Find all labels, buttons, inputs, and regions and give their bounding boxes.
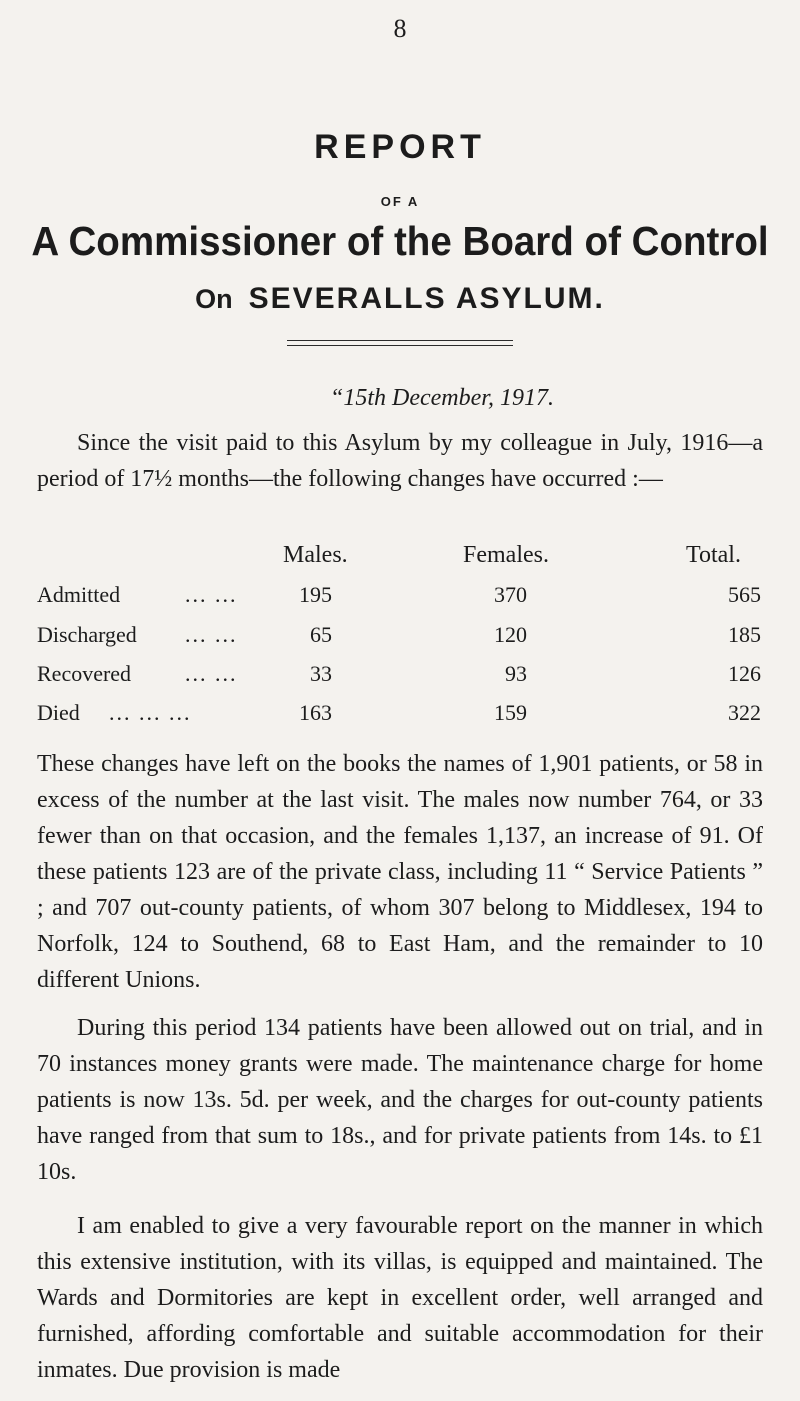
- table-row: [37, 582, 763, 618]
- col-header-males: Males.: [283, 542, 348, 568]
- males-value: 163: [299, 700, 332, 725]
- leader-dots: ... ...: [185, 582, 238, 607]
- total-value: 126: [728, 661, 761, 686]
- row-label: Admitted: [37, 582, 121, 607]
- females-value: 370: [494, 582, 527, 607]
- col-header-total: Total.: [686, 542, 741, 568]
- total-value: 322: [728, 700, 761, 725]
- body-paragraph: I am enabled to give a very favourable report on the manner in which this extensive institution, with its villas, is equipped and maintained. The Wards and Dormitories are kept in excellent order, well arranged and furnished, affording comfortable and suitable accommodation for their inmates. Due provision is made: [37, 1213, 763, 1383]
- leader-dots: ... ... ...: [109, 700, 192, 725]
- females-value: 159: [494, 700, 527, 725]
- asylum-name: SEVERALLS ASYLUM.: [248, 282, 605, 315]
- col-header-females: Females.: [463, 542, 549, 568]
- intro-paragraph: Since the visit paid to this Asylum by my colleague in July, 1916—a period of 17½ months—the following changes have occurred :—: [37, 430, 763, 492]
- males-value: 33: [310, 661, 332, 686]
- total-value: 185: [728, 622, 761, 647]
- males-value: 195: [299, 582, 332, 607]
- date-line: “15th December, 1917.: [330, 385, 554, 411]
- table-row: [37, 661, 763, 697]
- leader-dots: ... ...: [185, 622, 238, 647]
- document-title: A Commissioner of the Board of Control: [31, 218, 769, 264]
- females-value: 120: [494, 622, 527, 647]
- page-number: 8: [393, 14, 407, 43]
- divider-rule: [287, 340, 513, 341]
- leader-dots: ... ...: [185, 661, 238, 686]
- total-value: 565: [728, 582, 761, 607]
- divider-rule: [287, 345, 513, 346]
- table-row: [37, 622, 763, 658]
- row-label: Died: [37, 700, 80, 725]
- on-word: On: [195, 284, 233, 314]
- females-value: 93: [505, 661, 527, 686]
- row-label: Recovered: [37, 661, 132, 686]
- report-heading: REPORT: [314, 128, 486, 166]
- row-label: Discharged: [37, 622, 137, 647]
- males-value: 65: [310, 622, 332, 647]
- table-row: [37, 700, 763, 736]
- of-a-subheading: OF A: [380, 194, 420, 209]
- body-paragraph: During this period 134 patients have been allowed out on trial, and in 70 instances money grants were made. The maintenance charge for home patients is now 13s. 5d. per week, and the charges for out-county patients have ranged from that sum to 18s., and for private patients from 14s. to £1 10s.: [37, 1015, 763, 1185]
- subject-line: [0, 282, 800, 316]
- body-paragraph: These changes have left on the books the names of 1,901 patients, or 58 in excess of the number at the last visit. The males now number 764, or 33 fewer than on that occasion, and the females 1,137, an increase of 91. Of these patients 123 are of the private class, including 11 “ Service Patients ” ; and 707 out-county patients, of whom 307 belong to Middlesex, 194 to Norfolk, 124 to Southend, 68 to East Ham, and the remainder to 10 different Unions.: [37, 751, 763, 993]
